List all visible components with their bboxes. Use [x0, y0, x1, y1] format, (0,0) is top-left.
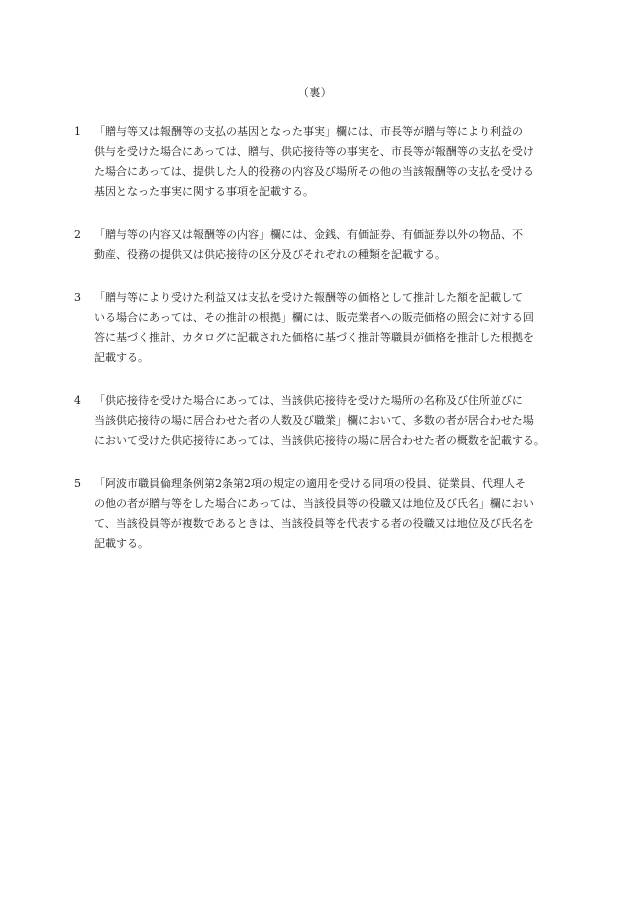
- note-line: 「贈与等により受けた利益又は支払を受けた報酬等の価格として推計した額を記載して: [94, 291, 523, 304]
- note-item-2: [74, 225, 564, 265]
- notes-list: [74, 122, 564, 577]
- note-number: 1: [74, 125, 81, 138]
- note-text: [94, 391, 564, 451]
- note-item-4: [74, 391, 564, 451]
- note-text: [94, 288, 564, 368]
- note-line: た場合にあっては、提供した人的役務の内容及び場所その他の当該報酬等の支払を受ける: [94, 165, 534, 178]
- note-line: の他の者が贈与等をした場合にあっては、当該役員等の役職又は地位及び氏名」欄におい: [94, 497, 534, 510]
- note-line: 答に基づく推計、カタログに記載された価格に基づく推計等職員が価格を推計した根拠を: [94, 331, 534, 344]
- note-item-3: [74, 288, 564, 368]
- note-line: 当該供応接待の場に居合わせた者の人数及び職業」欄において、多数の者が居合わせた場: [94, 414, 534, 427]
- note-line: 「贈与等又は報酬等の支払の基因となった事実」欄には、市長等が贈与等により利益の: [94, 125, 523, 138]
- note-line: において受けた供応接待にあっては、当該供応接待の場に居合わせた者の概数を記載する。: [94, 434, 545, 447]
- note-number: 4: [74, 394, 81, 407]
- note-line: て、当該役員等が複数であるときは、当該役員等を代表する者の役職又は地位及び氏名を: [94, 517, 534, 530]
- note-number: 2: [74, 228, 81, 241]
- note-line: 供与を受けた場合にあっては、贈与、供応接待等の事実を、市長等が報酬等の支払を受け: [94, 145, 534, 158]
- note-line: いる場合にあっては、その推計の根拠」欄には、販売業者への販売価格の照会に対する回: [94, 311, 534, 324]
- note-text: [94, 225, 564, 265]
- note-line: 「供応接待を受けた場合にあっては、当該供応接待を受けた場所の名称及び住所並びに: [94, 394, 523, 407]
- page-title: （裏）: [297, 86, 333, 99]
- note-line: 記載する。: [94, 351, 149, 364]
- note-text: [94, 474, 564, 554]
- note-number: 5: [74, 477, 81, 490]
- note-line: 「阿波市職員倫理条例第2条第2項の規定の適用を受ける同項の役員、従業員、代理人そ: [94, 477, 526, 490]
- note-line: 基因となった事実に関する事項を記載する。: [94, 185, 314, 198]
- note-line: 記載する。: [94, 537, 149, 550]
- note-text: [94, 122, 564, 202]
- note-item-5: [74, 474, 564, 554]
- note-line: 動産、役務の提供又は供応接待の区分及びそれぞれの種類を記載する。: [94, 248, 446, 261]
- note-item-1: [74, 122, 564, 202]
- note-line: 「贈与等の内容又は報酬等の内容」欄には、金銭、有価証券、有価証券以外の物品、不: [94, 228, 523, 241]
- note-number: 3: [74, 291, 81, 304]
